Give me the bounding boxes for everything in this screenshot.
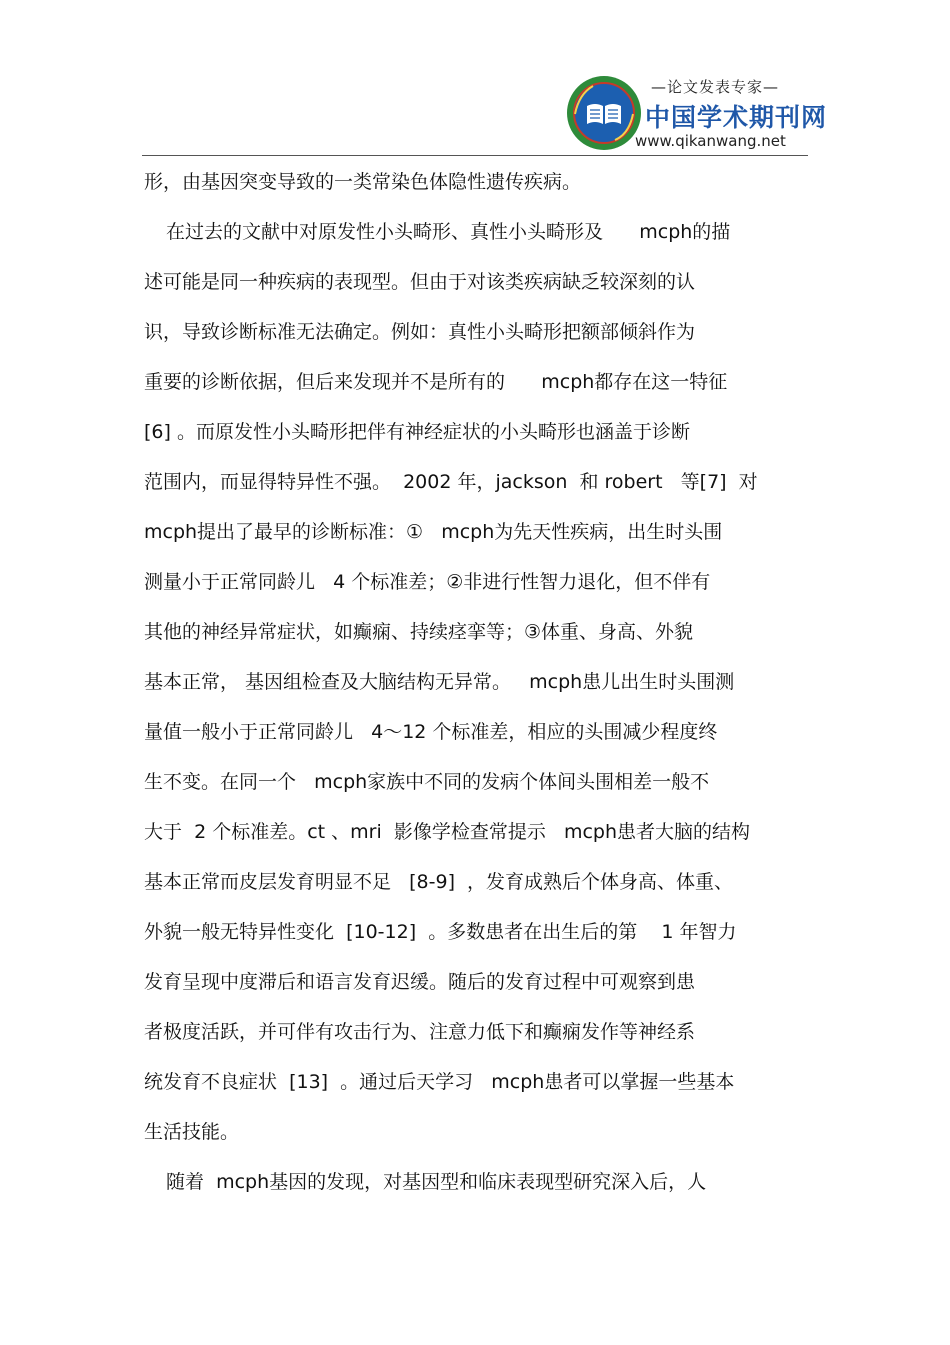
text-line: 基本正常， 基因组检查及大脑结构无异常。 mcph患儿出生时头围测 xyxy=(144,671,735,693)
body-text xyxy=(144,166,804,1216)
text-line: 量值一般小于正常同龄儿 4～12 个标准差，相应的头围减少程度终 xyxy=(144,721,718,743)
text-line: mcph提出了最早的诊断标准：① mcph为先天性疾病，出生时头围 xyxy=(144,521,723,543)
text-line: 其他的神经异常症状，如癫痫、持续痉挛等；③体重、身高、外貌 xyxy=(144,621,694,643)
text-line: 生不变。在同一个 mcph家族中不同的发病个体间头围相差一般不 xyxy=(144,771,710,793)
text-line: 形，由基因突变导致的一类常染色体隐性遗传疾病。 xyxy=(144,171,582,193)
text-line: 统发育不良症状 [13] 。通过后天学习 mcph患者可以掌握一些基本 xyxy=(144,1071,735,1093)
text-line: [6] 。而原发性小头畸形把伴有神经症状的小头畸形也涵盖于诊断 xyxy=(144,421,690,443)
text-line: 发育呈现中度滞后和语言发育迟缓。随后的发育过程中可观察到患 xyxy=(144,971,696,993)
logo-url: www.qikanwang.net xyxy=(635,132,786,150)
text-line: 外貌一般无特异性变化 [10-12] 。多数患者在出生后的第 1 年智力 xyxy=(144,921,737,943)
text-line: 在过去的文献中对原发性小头畸形、真性小头畸形及 mcph的描 xyxy=(166,221,731,243)
text-line: 识，导致诊断标准无法确定。例如：真性小头畸形把额部倾斜作为 xyxy=(144,321,696,343)
text-line: 基本正常而皮层发育明显不足 [8-9] ，发育成熟后个体身高、体重、 xyxy=(144,871,734,893)
header-divider xyxy=(142,155,808,156)
text-line: 重要的诊断依据，但后来发现并不是所有的 mcph都存在这一特征 xyxy=(144,371,728,393)
text-line: 者极度活跃，并可伴有攻击行为、注意力低下和癫痫发作等神经系 xyxy=(144,1021,696,1043)
site-logo-seal-icon xyxy=(565,74,643,152)
logo-tagline: —论文发表专家— xyxy=(651,78,780,96)
text-line: 测量小于正常同龄儿 4 个标准差；②非进行性智力退化，但不伴有 xyxy=(144,571,711,593)
text-line: 述可能是同一种疾病的表现型。但由于对该类疾病缺乏较深刻的认 xyxy=(144,271,696,293)
text-line: 大于 2 个标准差。ct 、mri 影像学检查常提示 mcph患者大脑的结构 xyxy=(144,821,750,843)
page-header xyxy=(565,70,828,156)
text-line: 生活技能。 xyxy=(144,1121,240,1143)
text-line: 随着 mcph基因的发现，对基因型和临床表现型研究深入后，人 xyxy=(166,1171,707,1193)
logo-name: 中国学术期刊网 xyxy=(645,103,828,132)
text-line: 范围内，而显得特异性不强。 2002 年，jackson 和 robert 等[7] 对 xyxy=(144,471,758,493)
